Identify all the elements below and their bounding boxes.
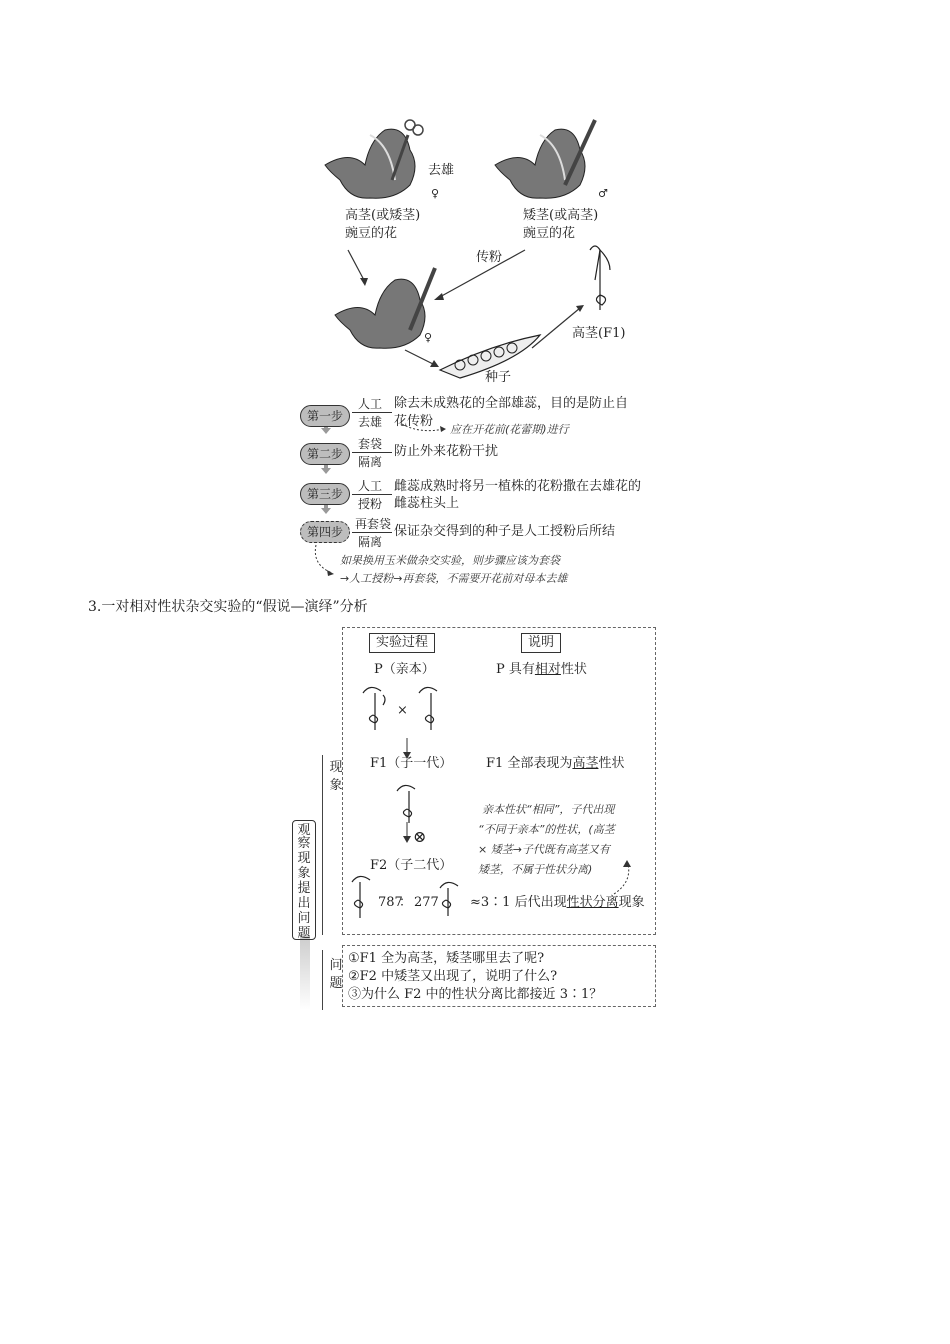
step-2-method-top: 套袋 [358,437,383,451]
f2-short-plant-icon [436,876,466,920]
side-char-2: 察 [297,836,311,851]
main-side-label-box [292,820,316,940]
note-arrow-2 [308,543,338,579]
self-symbol: ⊗ [413,827,427,846]
ratio-result: ≈3∶1 后代出现性状分离现象 [470,895,645,910]
p-label: P（亲本） [374,662,435,677]
step-1-desc-1: 除去未成熟花的全部雄蕊，目的是防止自 [394,396,629,411]
pollination-label: 传粉 [476,250,503,265]
side-phenomenon-2: 象 [329,778,343,793]
female-symbol: ♀ [431,187,440,200]
p-explain: P 具有相对性状 [496,662,587,677]
tall-plant-icon [590,246,610,310]
seed-label: 种子 [485,370,512,385]
arrow-left-down [348,250,365,282]
f1-explain: F1 全部表现为高茎性状 [486,756,625,771]
question-1: ①F1 全为高茎，矮茎哪里去了呢? [348,951,545,966]
gradient-bar [300,935,310,1010]
col-process-tag: 实验过程 [369,633,435,653]
left-flower-label-2: 豌豆的花 [345,226,398,241]
step-3-desc-2: 雌蕊柱头上 [394,496,460,511]
f1-label: F1（子一代） [370,756,453,771]
hand-note-4: 矮茎，不属于性状分离) [478,863,593,876]
step-3-method-bottom: 授粉 [358,497,383,511]
bottom-female-symbol: ♀ [424,331,433,344]
side-char-8: 题 [297,926,311,941]
hand-note-2: “不同于亲本”的性状，(高茎 [478,823,615,836]
step-3-method-top: 人工 [358,479,383,493]
side-char-7: 问 [297,911,311,926]
arrow-f1-to-f2 [402,822,412,844]
step-4-desc-1: 保证杂交得到的种子是人工授粉后所结 [394,524,616,539]
f1-tall-label: 高茎(F1) [572,326,626,341]
section-3-heading: 3.一对相对性状杂交实验的“假说—演绎”分析 [88,599,368,615]
step-1-desc-2: 花传粉 [394,414,434,429]
step-2-badge: 第二步 [300,443,350,465]
question-3: ③为什么 F2 中的性状分离比都接近 3∶1？ [348,987,603,1002]
side-char-4: 象 [297,866,311,881]
note-arrow-1 [400,420,450,436]
corn-note-line-2: →人工授粉→再套袋，不需要开花前对母本去雄 [340,572,568,585]
bottom-flower-icon [335,268,435,348]
corn-note-line-1: 如果换用玉米做杂交实验，则步骤应该为套袋 [340,554,560,567]
side-char-5: 提 [297,881,311,896]
emasculate-label: 去雄 [428,163,455,178]
left-flower-label-1: 高茎(或矮茎) [345,208,421,223]
hand-note-1: 亲本性状“相同”，子代出现 [482,803,615,816]
hand-note-3: × 矮茎→子代既有高茎又有 [478,843,610,856]
f2-label: F2（子二代） [370,858,453,873]
f1-plant-icon [393,775,423,825]
cross-symbol: × [397,703,408,718]
side-question-2: 题 [329,976,343,991]
step-3-desc-1: 雌蕊成熟时将另一植株的花粉撒在去雄花的 [394,479,642,494]
male-symbol: ♂ [598,187,608,200]
step-1-method-bottom: 去雄 [358,415,383,429]
step-2-method-bottom: 隔离 [358,455,383,469]
right-flower-label-1: 矮茎(或高茎) [523,208,599,223]
ratio-a: 787 [378,895,403,910]
side-char-3: 现 [297,851,311,866]
step-1-method-top: 人工 [358,397,383,411]
step-1-note: 应在开花前(花蕾期)进行 [450,423,569,436]
step-1-badge: 第一步 [300,405,350,427]
ratio-sep: ： [399,895,413,910]
f2-tall-plant-icon [348,870,378,920]
col-explain-tag: 说明 [521,633,561,653]
left-flower-icon [325,129,415,198]
step-3-badge: 第三步 [300,483,350,505]
step-4-method-bottom: 隔离 [358,535,383,549]
right-flower-label-2: 豌豆的花 [523,226,576,241]
step-4-method-top: 再套袋 [355,517,392,531]
side-char-6: 出 [297,896,311,911]
side-phenomenon-1: 现 [329,760,343,775]
side-char-1: 观 [297,823,311,838]
question-2: ②F2 中矮茎又出现了，说明了什么? [348,969,558,984]
ratio-b: 277 [414,895,439,910]
side-question-1: 问 [329,958,343,973]
right-flower-icon [495,129,585,198]
note-arrow-3 [610,858,636,898]
step-4-badge: 第四步 [300,521,350,543]
step-2-desc-1: 防止外来花粉干扰 [394,444,499,459]
